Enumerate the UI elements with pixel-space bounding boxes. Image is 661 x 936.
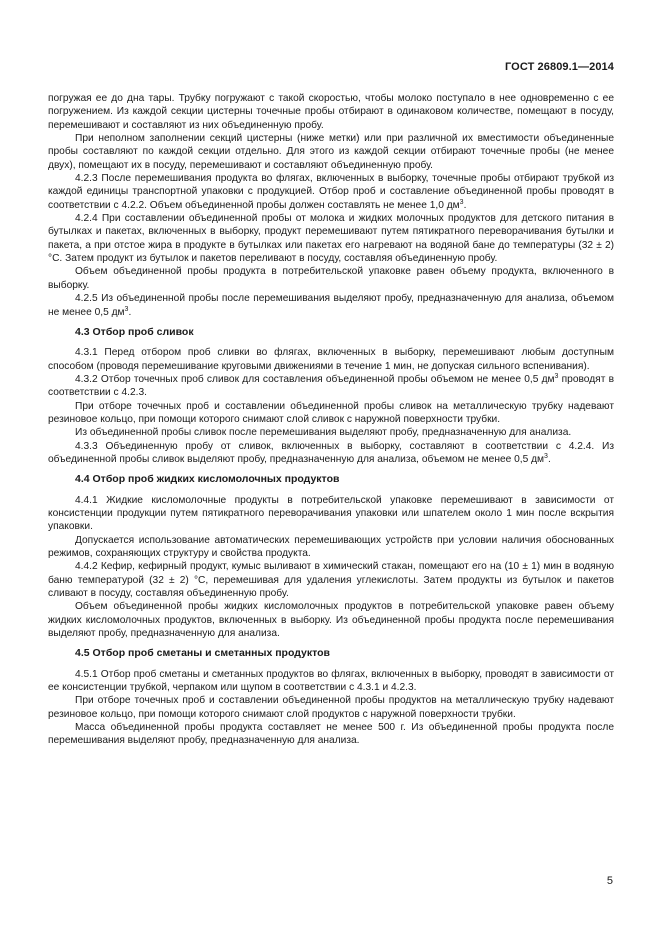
paragraph xyxy=(48,600,614,640)
paragraph xyxy=(48,560,614,600)
paragraph-text: 4.3.2 Отбор точечных проб сливок для составления объединенной пробы объемом не менее 0,5 дм xyxy=(75,373,555,385)
paragraph xyxy=(48,400,614,427)
paragraph-text-tail: . xyxy=(547,453,551,465)
page-number: 5 xyxy=(606,875,613,887)
paragraph-text: 4.3.1 Перед отбором проб сливки во флягах, включенных в выборку, перемешивают любым доступным способом (проводя перемешивание круговыми движениями в течение 1 мин, не допуская сильного вспенивания). xyxy=(48,347,614,372)
paragraph xyxy=(48,212,614,265)
paragraph xyxy=(48,373,614,400)
paragraph-text: 4.2.5 Из объединенной пробы после перемешивания выделяют пробу, предназначенную для анализа, объемом не менее 0,5 дм xyxy=(48,293,614,318)
paragraph xyxy=(48,346,614,373)
paragraph xyxy=(48,494,614,534)
paragraph xyxy=(48,426,614,439)
paragraph xyxy=(48,132,614,172)
unit-exponent: 3 xyxy=(459,198,464,206)
paragraph-text-tail: проводят в соответствии с 4.2.3. xyxy=(48,373,614,399)
paragraph xyxy=(48,172,614,212)
paragraph-text: 4.4.1 Жидкие кисломолочные продукты в потребительской упаковке перемешивают в зависимости от консистенции продукции путем пятикратного переворачивания упаковки или шпателем около 1 мин после вскрытия упаковки. xyxy=(48,494,614,533)
section-heading: 4.3 Отбор проб сливок xyxy=(75,325,194,338)
document-body xyxy=(48,92,614,748)
unit-exponent: 3 xyxy=(554,372,559,380)
unit-exponent: 3 xyxy=(544,452,548,460)
paragraph xyxy=(48,668,614,695)
paragraph-text: Объем объединенной пробы жидких кисломолочных продуктов в потребительской упаковке равен объему жидких кисломолочных продуктов, включенных в выборку. Из объединенной пробы продукта после перемешивания выделяют пробу, предназначенную для анализа. xyxy=(48,601,614,640)
page-header: ГОСТ 26809.1—2014 xyxy=(504,61,614,73)
paragraph-text-tail: . xyxy=(463,199,467,211)
paragraph-text: Объем объединенной пробы продукта в потребительской упаковке равен объему продукта, включенного в выборку. xyxy=(48,266,614,291)
section-heading: 4.4 Отбор проб жидких кисломолочных продуктов xyxy=(75,473,340,486)
paragraph xyxy=(48,92,614,132)
paragraph xyxy=(48,265,614,292)
paragraph-text: погружая ее до дна тары. Трубку погружают с такой скоростью, чтобы молоко поступало в нее одновременно с ее погружением. Из каждой секции цистерны точечные пробы отбирают в одинаковом количестве, помещают в посуду, перемешивают и составляют из них объединенную пробу. xyxy=(48,93,614,131)
paragraph-text: Допускается использование автоматических перемешивающих устройств при условии наличия обоснованных режимов, сохраняющих структуру и свойства продукта. xyxy=(48,534,614,559)
paragraph xyxy=(48,694,614,721)
paragraph-text: Масса объединенной пробы продукта составляет не менее 500 г. Из объединенной пробы продукта после перемешивания выделяют пробу, предназначенную для анализа. xyxy=(48,722,614,747)
paragraph-text: 4.3.3 Объединенную пробу от сливок, включенных в выборку, составляют в соответствии с 4.2.4. Из объединенной пробы сливок выделяют пробу, предназначенную для анализа, объемом не менее 0,5 дм xyxy=(48,440,614,465)
paragraph-text: При неполном заполнении секций цистерны (ниже метки) или при различной их вместимости объединенные пробы составляют по каждой секции отдельно. Для этого из каждой секции отбирают точечные пробы (не менее двух), помещают их в посуду, перемешивают и составляют объединенную пробу. xyxy=(48,133,614,171)
section-heading: 4.5 Отбор проб сметаны и сметанных продуктов xyxy=(75,647,331,660)
paragraph-text-tail: . xyxy=(128,306,132,318)
paragraph-text: 4.4.2 Кефир, кефирный продукт, кумыс выливают в химический стакан, помещают его на (10 ± 1) мин в водяную баню температурой (32 ± 2) °С, перемешивая для удаления углекислоты. Затем продукты из бутылок и пакетов сливают в посуду, составляя объединенную пробу. xyxy=(48,561,614,600)
paragraph-text: При отборе точечных проб и составлении объединенной пробы сливок на металлическую трубку надевают резиновое кольцо, при помощи которого снимают слой сливок с наружной поверхности трубки. xyxy=(48,400,614,425)
paragraph-text: Из объединенной пробы сливок после перемешивания выделяют пробу, предназначенную для анализа. xyxy=(75,427,572,439)
paragraph-text: 4.2.4 При составлении объединенной пробы от молока и жидких молочных продуктов для детского питания в бутылках и пакетах, включенных в выборку, продукт перемешивают путем пятикратного переворачивания бутылки и пакета, а при отстое жира в продукте в бутылках или пакетах его нагревают на водяной бане до температуры (32 ± 2) °С. Затем продукт из бутылок и пакетов переливают в посуду, составляя объединенную пробу. xyxy=(48,213,614,265)
paragraph-text: 4.5.1 Отбор проб сметаны и сметанных продуктов во флягах, включенных в выборку, проводят в зависимости от ее консистенции трубкой, черпаком или щупом в соответствии с 4.3.1 и 4.2.3. xyxy=(48,668,614,694)
paragraph-text: При отборе точечных проб и составлении объединенной пробы продуктов на металлическую трубку надевают резиновое кольцо, при помощи которого снимают слой продуктов с наружной поверхности трубки. xyxy=(48,695,614,720)
paragraph xyxy=(48,534,614,561)
paragraph-text: 4.2.3 После перемешивания продукта во флягах, включенных в выборку, точечные пробы отбирают трубкой из каждой единицы транспортной упаковки с продукцией. Отбор проб и составление объединенной пробы проводят в соответствии с 4.2.2. Объем объединенной пробы должен составлять не менее 1,0 дм xyxy=(48,173,614,211)
paragraph xyxy=(48,292,614,319)
paragraph xyxy=(48,440,614,467)
paragraph xyxy=(48,721,614,748)
unit-exponent: 3 xyxy=(124,305,129,313)
